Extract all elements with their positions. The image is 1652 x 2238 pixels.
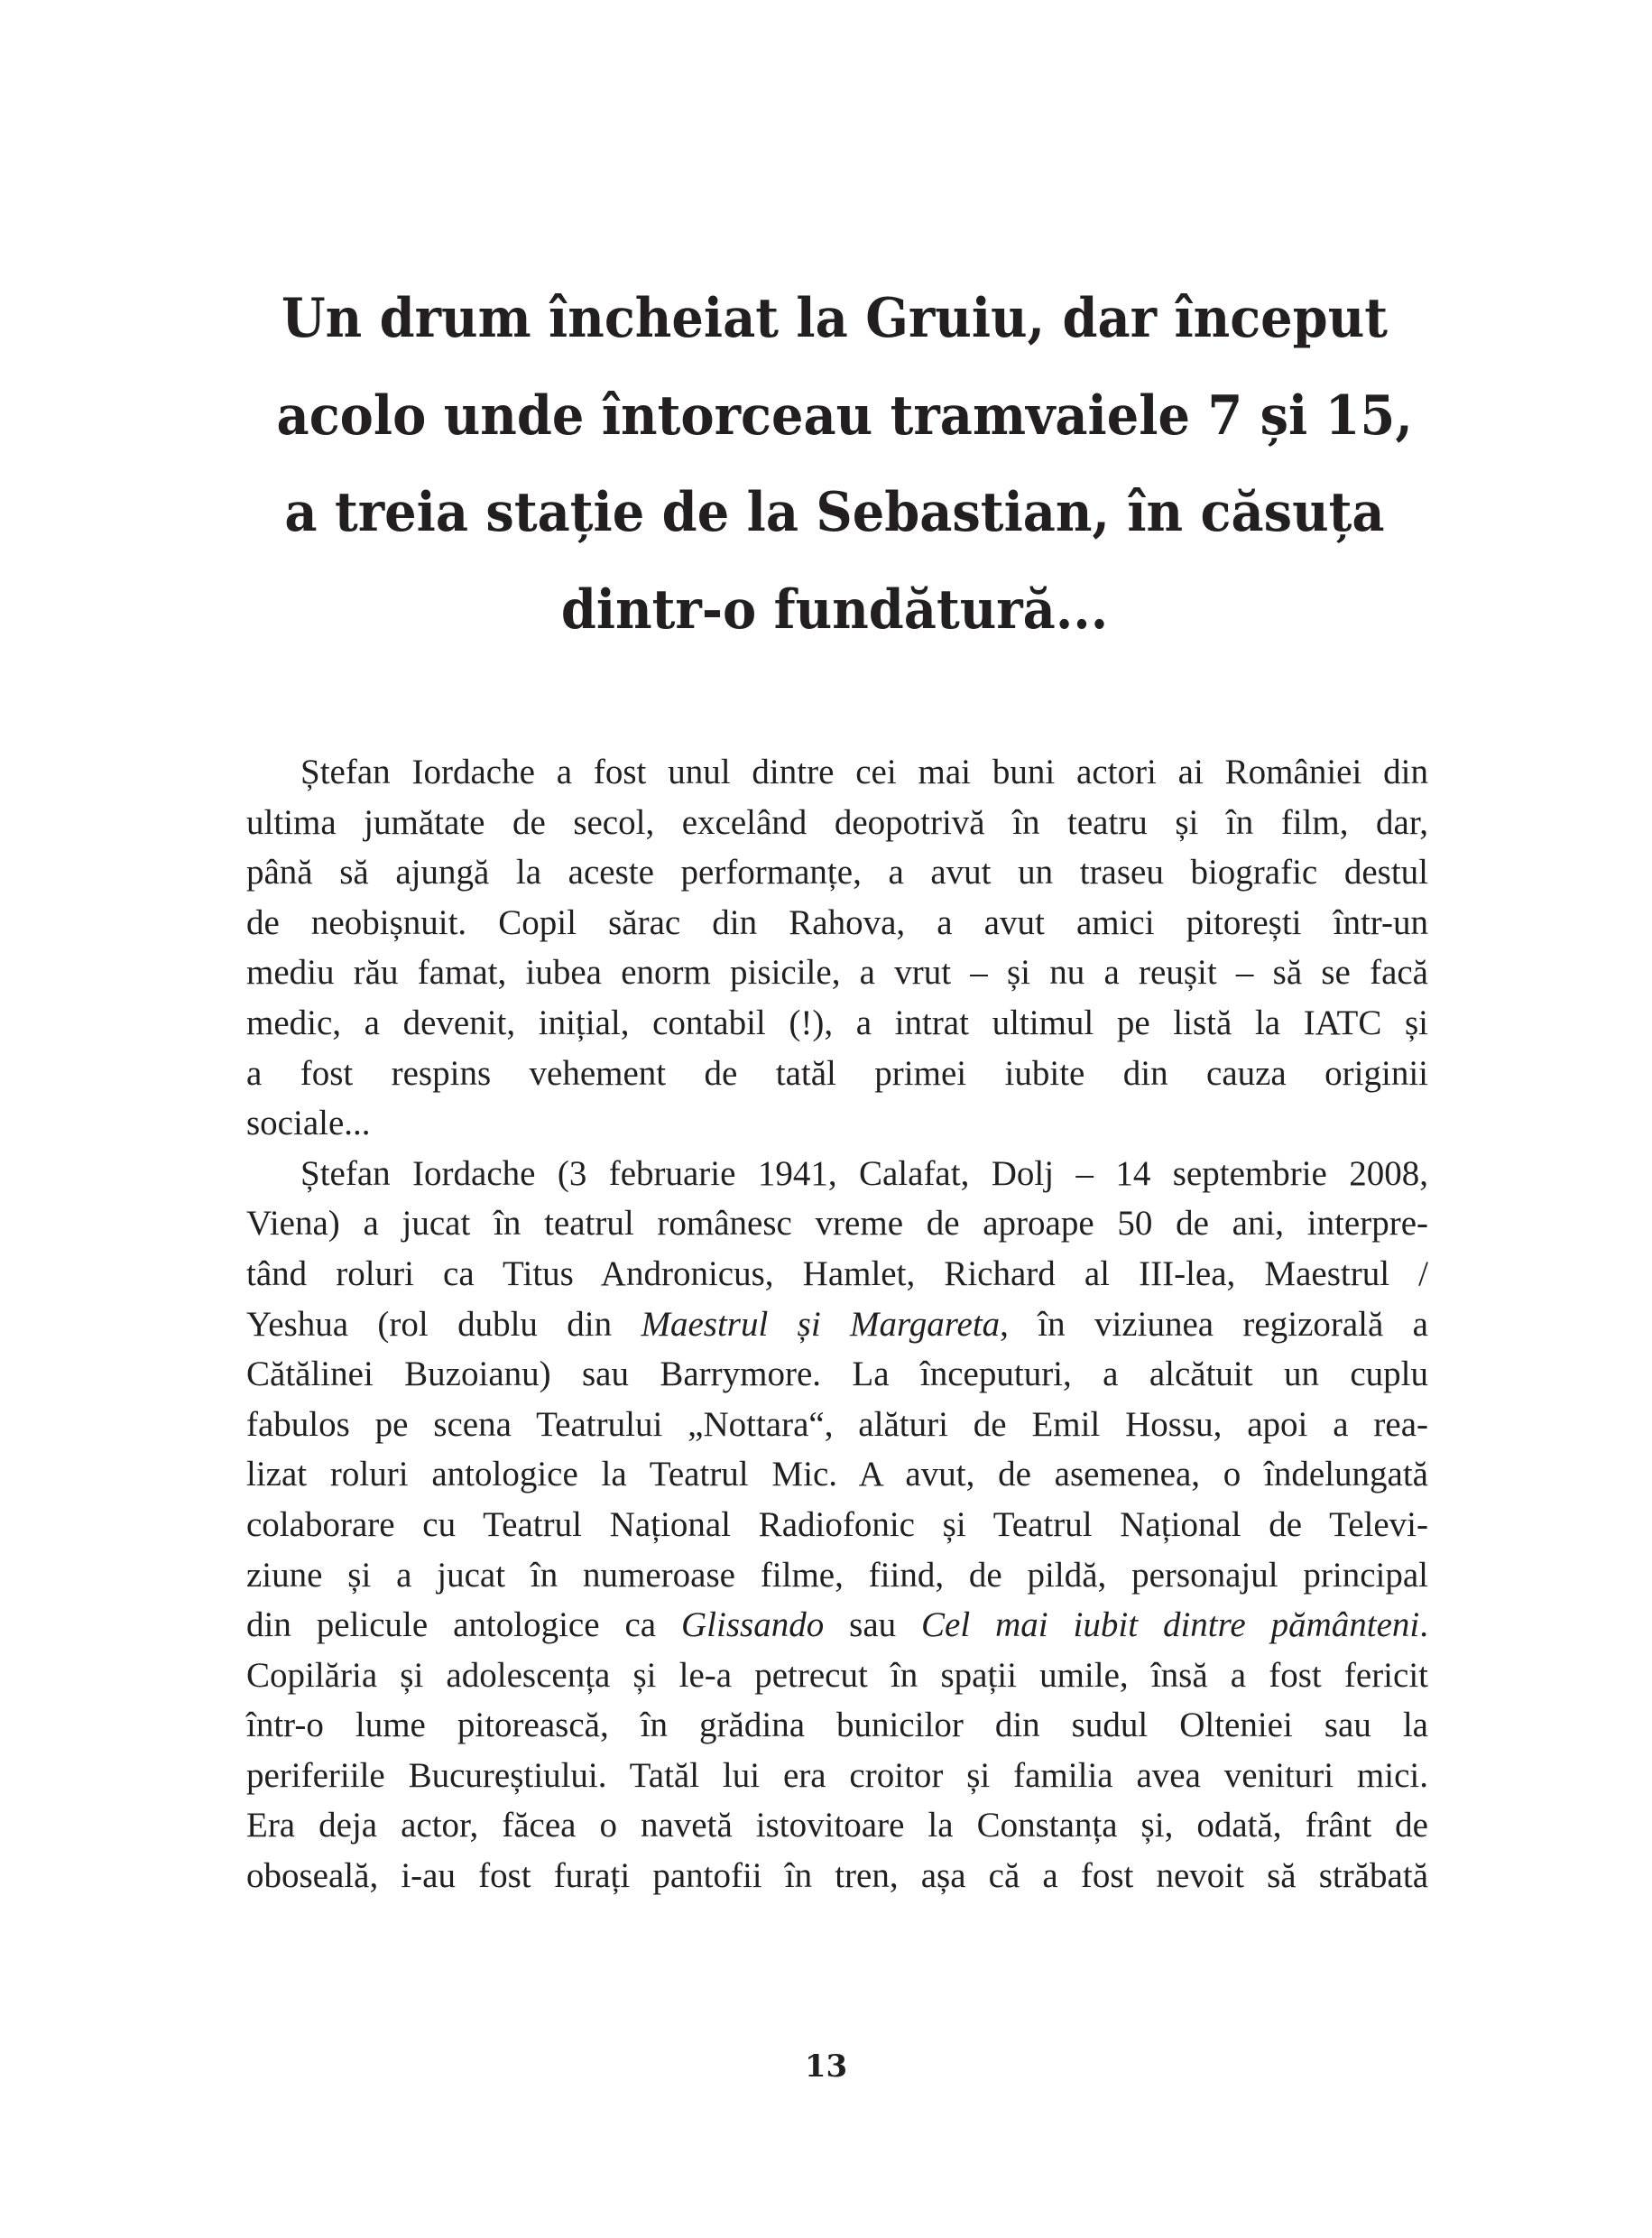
text-line: tând roluri ca Titus Andronicus, Hamlet, Richard al III-lea, Maestrul / (246, 1253, 1428, 1293)
paragraph (246, 1149, 1428, 1901)
text-line: oboseală, i-au fost furați pantofii în tren, așa că a fost nevoit să străbată (246, 1856, 1428, 1896)
chapter-title-line: a treia stație de la Sebastian, în căsuța (284, 481, 1385, 544)
page-number: 13 (804, 2048, 848, 2085)
body-text (246, 747, 1428, 1901)
text-line: lizat roluri antologice la Teatrul Mic. A avut, de asemenea, o îndelungată (246, 1455, 1428, 1494)
text-run: , în viziunea regizorală a (1000, 1304, 1428, 1344)
text-line: a fost respins vehement de tatăl primei iubite din cauza originii (246, 1053, 1428, 1093)
text-line: Ștefan Iordache (3 februarie 1941, Calafat, Dolj – 14 septembrie 2008, (300, 1153, 1428, 1193)
text-run: . (1419, 1605, 1428, 1645)
film-title-italic: Glissando (681, 1605, 825, 1645)
text-run: sau (824, 1605, 922, 1645)
text-line: mediu rău famat, iubea enorm pisicile, a vrut – și nu a reușit – să se facă (246, 953, 1428, 993)
text-line: de neobișnuit. Copil sărac din Rahova, a avut amici pitorești într-un (246, 902, 1428, 942)
text-line: Ștefan Iordache a fost unul dintre cei mai buni actori ai României din (300, 753, 1428, 791)
text-line (246, 1299, 1428, 1350)
book-title-italic: Maestrul și Margareta (641, 1304, 1001, 1344)
paragraph (246, 747, 1428, 1149)
text-line: Copilăria și adolescența și le-a petrecut în spații umile, însă a fost fericit (246, 1655, 1428, 1695)
text-line: periferiile Bucureștiului. Tatăl lui era croitor și familia avea venituri mici. (246, 1755, 1428, 1795)
chapter-title-line: acolo unde întorceau tramvaiele 7 și 15, (276, 384, 1413, 448)
text-line: Era deja actor, făcea o navetă istovitoare la Constanța și, odată, frânt de (246, 1806, 1428, 1845)
text-line: sociale... (246, 1104, 371, 1143)
text-line: ultima jumătate de secol, excelând deopotrivă în teatru și în film, dar, (246, 802, 1428, 842)
text-line: într-o lume pitorească, în grădina bunicilor din sudul Olteniei sau la (246, 1706, 1428, 1745)
chapter-title-line: Un drum încheiat la Gruiu, dar început (281, 287, 1389, 350)
text-line: colaborare cu Teatrul Național Radiofonic și Teatrul Național de Televi- (246, 1504, 1428, 1544)
text-line: fabulos pe scena Teatrului „Nottara“, alături de Emil Hossu, apoi a rea- (246, 1404, 1428, 1444)
text-line: până să ajungă la aceste performanțe, a avut un traseu biografic destul (246, 853, 1428, 892)
text-line: Cătălinei Buzoianu) sau Barrymore. La începuturi, a alcătuit un cuplu (246, 1355, 1428, 1394)
text-line: ziune și a jucat în numeroase filme, fiind, de pildă, personajul principal (246, 1555, 1428, 1595)
text-line: medic, a devenit, inițial, contabil (!), a intrat ultimul pe listă la IATC și (246, 1003, 1428, 1042)
text-line (246, 1600, 1428, 1651)
film-title-italic: Cel mai iubit dintre pământeni (921, 1605, 1420, 1645)
text-run: din pelicule antologice ca (246, 1605, 682, 1645)
chapter-title (276, 271, 1413, 659)
text-run: Yeshua (rol dublu din (246, 1304, 641, 1344)
text-line: Viena) a jucat în teatrul românesc vreme de aproape 50 de ani, interpre- (246, 1204, 1428, 1244)
chapter-title-line: dintr-o fundătură... (560, 578, 1109, 642)
